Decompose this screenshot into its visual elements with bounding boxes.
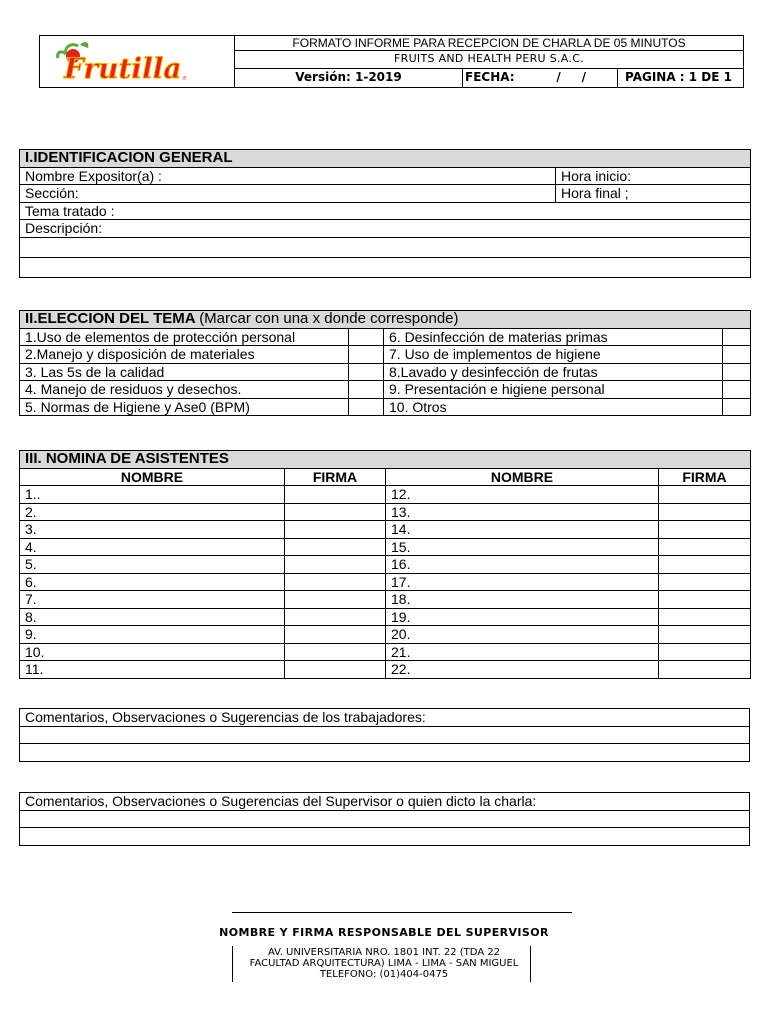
topic-checkbox[interactable] xyxy=(723,398,751,416)
topic-checkbox[interactable] xyxy=(723,363,751,381)
comment-line[interactable] xyxy=(20,828,750,846)
comment-line[interactable] xyxy=(20,810,750,828)
attendee-row xyxy=(20,538,751,556)
tema-field[interactable]: Tema tratado : xyxy=(20,202,751,220)
descripcion-line[interactable] xyxy=(20,237,751,257)
brand-text: Frutilla xyxy=(64,52,182,85)
col-nombre: NOMBRE xyxy=(20,468,285,486)
topic-checkbox[interactable] xyxy=(349,381,384,399)
descripcion-line[interactable] xyxy=(20,257,751,277)
address-line: AV. UNIVERSITARIA NRO. 1801 INT. 22 (TDA 22 xyxy=(267,947,501,958)
attendee-signature-field[interactable] xyxy=(659,661,751,679)
attendee-name-field[interactable]: 12. xyxy=(386,486,659,504)
attendee-name-field[interactable]: 19. xyxy=(386,608,659,626)
attendee-signature-field[interactable] xyxy=(659,538,751,556)
topic-checkbox[interactable] xyxy=(723,328,751,346)
phone-line: TELEFONO: (01)404-0475 xyxy=(319,969,449,980)
attendee-signature-field[interactable] xyxy=(285,573,386,591)
topic-checkbox[interactable] xyxy=(723,346,751,364)
expositor-field[interactable]: Nombre Expositor(a) : xyxy=(20,167,556,185)
comments-workers-label: Comentarios, Observaciones o Sugerencias de los trabajadores: xyxy=(20,709,750,727)
address-line: FACULTAD ARQUITECTURA) LIMA - LIMA - SAN MIGUEL xyxy=(249,958,519,969)
hora-final-field[interactable]: Hora final ; xyxy=(556,185,751,203)
section2-subtitle: (Marcar con una x donde corresponde) xyxy=(199,310,459,328)
attendee-name-field[interactable]: 13. xyxy=(386,503,659,521)
attendee-name-field[interactable]: 6. xyxy=(20,573,285,591)
attendee-signature-field[interactable] xyxy=(285,486,386,504)
topic-checkbox[interactable] xyxy=(723,381,751,399)
attendee-signature-field[interactable] xyxy=(285,608,386,626)
topic-label: 5. Normas de Higiene y Ase0 (BPM) xyxy=(20,398,349,416)
attendee-name-field[interactable]: 7. xyxy=(20,591,285,609)
topic-label: 10. Otros xyxy=(384,398,723,416)
attendee-signature-field[interactable] xyxy=(285,538,386,556)
attendee-signature-field[interactable] xyxy=(659,643,751,661)
topic-checkbox[interactable] xyxy=(349,328,384,346)
col-firma: FIRMA xyxy=(285,468,386,486)
attendee-name-field[interactable]: 17. xyxy=(386,573,659,591)
attendee-signature-field[interactable] xyxy=(659,556,751,574)
version-label: Versión: 1-2019 xyxy=(235,68,463,87)
col-nombre: NOMBRE xyxy=(386,468,659,486)
section2-title: II.ELECCION DEL TEMA xyxy=(25,310,196,328)
attendee-row xyxy=(20,661,751,679)
topic-label: 8.Lavado y desinfección de frutas xyxy=(384,363,723,381)
topic-label: 2.Manejo y disposición de materiales xyxy=(20,346,349,364)
header-meta-row xyxy=(235,68,743,87)
attendee-row xyxy=(20,643,751,661)
attendee-signature-field[interactable] xyxy=(659,486,751,504)
attendee-signature-field[interactable] xyxy=(285,591,386,609)
attendee-signature-field[interactable] xyxy=(285,661,386,679)
attendee-row xyxy=(20,521,751,539)
date-field[interactable]: FECHA: / / xyxy=(462,68,618,87)
section-title: III. NOMINA DE ASISTENTES xyxy=(20,451,751,469)
attendee-signature-field[interactable] xyxy=(285,556,386,574)
attendee-name-field[interactable]: 8. xyxy=(20,608,285,626)
descripcion-field[interactable]: Descripción: xyxy=(20,220,751,238)
topic-checkbox[interactable] xyxy=(349,398,384,416)
attendee-signature-field[interactable] xyxy=(659,591,751,609)
attendee-name-field[interactable]: 22. xyxy=(386,661,659,679)
col-firma: FIRMA xyxy=(659,468,751,486)
attendee-name-field[interactable]: 3. xyxy=(20,521,285,539)
comments-supervisor xyxy=(19,792,750,846)
frutilla-logo xyxy=(40,36,234,87)
attendee-row xyxy=(20,503,751,521)
form-title: FORMATO INFORME PARA RECEPCION DE CHARLA DE 05 MINUTOS xyxy=(235,36,743,51)
attendee-name-field[interactable]: 20. xyxy=(386,626,659,644)
attendee-row xyxy=(20,626,751,644)
attendee-signature-field[interactable] xyxy=(659,626,751,644)
topic-checkbox[interactable] xyxy=(349,346,384,364)
logo-cell xyxy=(40,36,235,87)
attendee-name-field[interactable]: 14. xyxy=(386,521,659,539)
attendee-signature-field[interactable] xyxy=(659,608,751,626)
attendee-row xyxy=(20,591,751,609)
form-header xyxy=(39,35,744,88)
attendee-name-field[interactable]: 15. xyxy=(386,538,659,556)
section-nomina-asistentes xyxy=(19,450,751,679)
comment-line[interactable] xyxy=(20,726,750,744)
svg-text:®: ® xyxy=(182,76,187,82)
hora-inicio-field[interactable]: Hora inicio: xyxy=(556,167,751,185)
attendee-name-field[interactable]: 18. xyxy=(386,591,659,609)
topic-label: 1.Uso de elementos de protección personal xyxy=(20,328,349,346)
signature-line[interactable] xyxy=(232,912,572,913)
attendee-signature-field[interactable] xyxy=(659,503,751,521)
signature-label: NOMBRE Y FIRMA RESPONSABLE DEL SUPERVISOR xyxy=(219,926,549,939)
comments-workers xyxy=(19,708,750,762)
company-name: FRUITS AND HEALTH PERU S.A.C. xyxy=(235,50,743,69)
seccion-field[interactable]: Sección: xyxy=(20,185,556,203)
attendee-name-field[interactable]: 2. xyxy=(20,503,285,521)
topic-label: 6. Desinfección de materias primas xyxy=(384,328,723,346)
attendee-signature-field[interactable] xyxy=(659,521,751,539)
section-title: I.IDENTIFICACION GENERAL xyxy=(20,150,751,168)
topic-label: 3. Las 5s de la calidad xyxy=(20,363,349,381)
attendee-name-field[interactable]: 21. xyxy=(386,643,659,661)
attendee-row xyxy=(20,556,751,574)
comments-supervisor-label: Comentarios, Observaciones o Sugerencias del Supervisor o quien dicto la charla: xyxy=(20,793,750,811)
attendee-name-field[interactable]: 1.. xyxy=(20,486,285,504)
topic-label: 9. Presentación e higiene personal xyxy=(384,381,723,399)
section-identificacion xyxy=(19,149,751,278)
attendee-row xyxy=(20,608,751,626)
attendee-signature-field[interactable] xyxy=(285,503,386,521)
attendee-name-field[interactable]: 10. xyxy=(20,643,285,661)
section-eleccion-tema xyxy=(19,310,751,416)
attendee-signature-field[interactable] xyxy=(659,573,751,591)
attendee-name-field[interactable]: 4. xyxy=(20,538,285,556)
attendee-row xyxy=(20,573,751,591)
attendee-name-field[interactable]: 5. xyxy=(20,556,285,574)
topic-label: 7. Uso de implementos de higiene xyxy=(384,346,723,364)
topic-label: 4. Manejo de residuos y desechos. xyxy=(20,381,349,399)
attendee-signature-field[interactable] xyxy=(285,643,386,661)
attendee-name-field[interactable]: 16. xyxy=(386,556,659,574)
comment-line[interactable] xyxy=(20,744,750,762)
topic-checkbox[interactable] xyxy=(349,363,384,381)
attendee-signature-field[interactable] xyxy=(285,521,386,539)
attendee-row xyxy=(20,486,751,504)
attendee-name-field[interactable]: 9. xyxy=(20,626,285,644)
attendee-name-field[interactable]: 11. xyxy=(20,661,285,679)
section-title xyxy=(20,311,751,329)
attendee-signature-field[interactable] xyxy=(285,626,386,644)
page-label: PAGINA : 1 DE 1 xyxy=(625,70,732,84)
